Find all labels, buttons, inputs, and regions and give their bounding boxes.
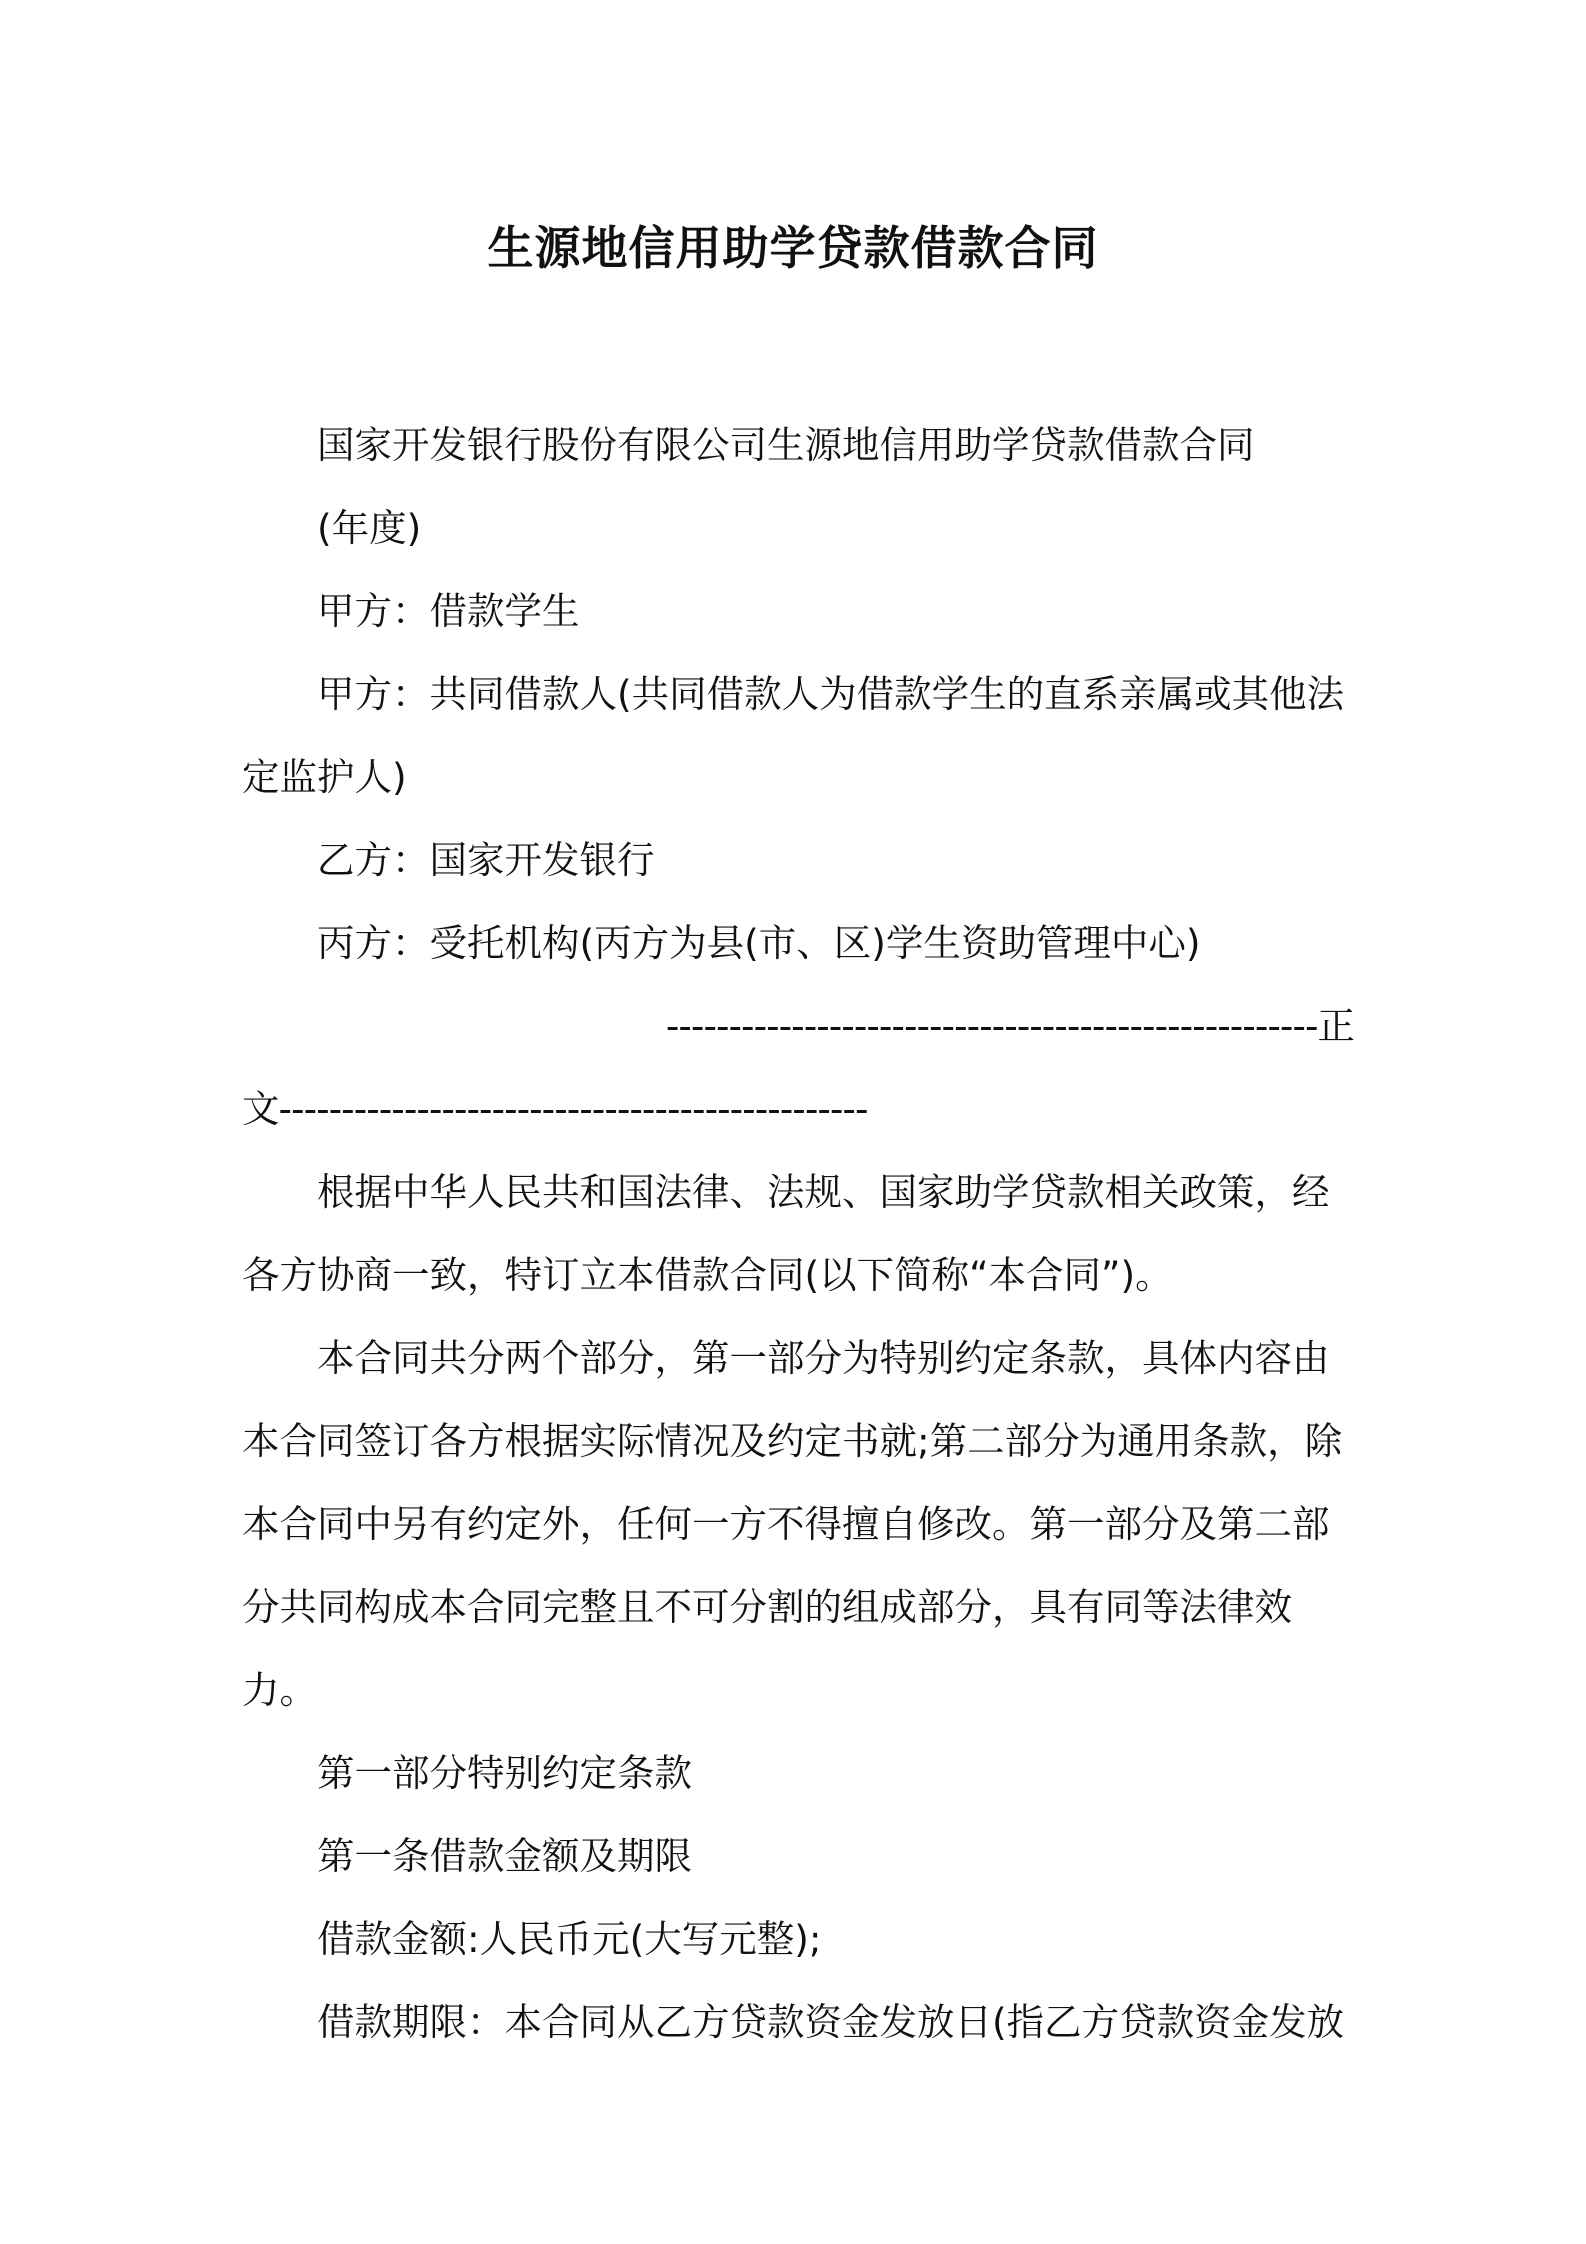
paragraph-party-b: 乙方：国家开发银行 xyxy=(317,838,655,882)
paragraph-year: (年度) xyxy=(317,506,422,550)
paragraph-preamble: 根据中华人民共和国法律、法规、国家助学贷款相关政策，经各方协商一致，特订立本借款合同(以下简称“本合同”)。 xyxy=(242,1170,1330,1297)
paragraph-party-a-co-borrower: 甲方：共同借款人(共同借款人为借款学生的直系亲属或其他法定监护人) xyxy=(242,672,1345,799)
article-heading-one: 第一条借款金额及期限 xyxy=(317,1834,692,1878)
document-title: 生源地信用助学贷款借款合同 xyxy=(487,221,1099,275)
paragraph-loan-term: 借款期限：本合同从乙方贷款资金发放日(指乙方贷款资金发放 xyxy=(317,2000,1345,2044)
paragraph-party-c: 丙方：受托机构(丙方为县(市、区)学生资助管理中心) xyxy=(317,921,1201,965)
document-body xyxy=(242,404,1354,2064)
separator-line-upper: ----------------------------------------------------正 xyxy=(665,1004,1354,1048)
separator-line-lower: 文----------------------------------------------- xyxy=(242,1087,868,1131)
section-heading-part-one: 第一部分特别约定条款 xyxy=(317,1751,692,1795)
paragraph-contract-structure: 本合同共分两个部分，第一部分为特别约定条款，具体内容由本合同签订各方根据实际情况及约定书就;第二部分为通用条款，除本合同中另有约定外，任何一方不得擅自修改。第一部分及第二部分共同构成本合同完整且不可分割的组成部分，具有同等法律效力。 xyxy=(242,1336,1343,1712)
paragraph-party-a-student: 甲方：借款学生 xyxy=(317,589,580,633)
paragraph-loan-amount: 借款金额:人民币元(大写元整); xyxy=(317,1917,822,1961)
paragraph-bank-contract-name: 国家开发银行股份有限公司生源地信用助学贷款借款合同 xyxy=(317,423,1255,467)
